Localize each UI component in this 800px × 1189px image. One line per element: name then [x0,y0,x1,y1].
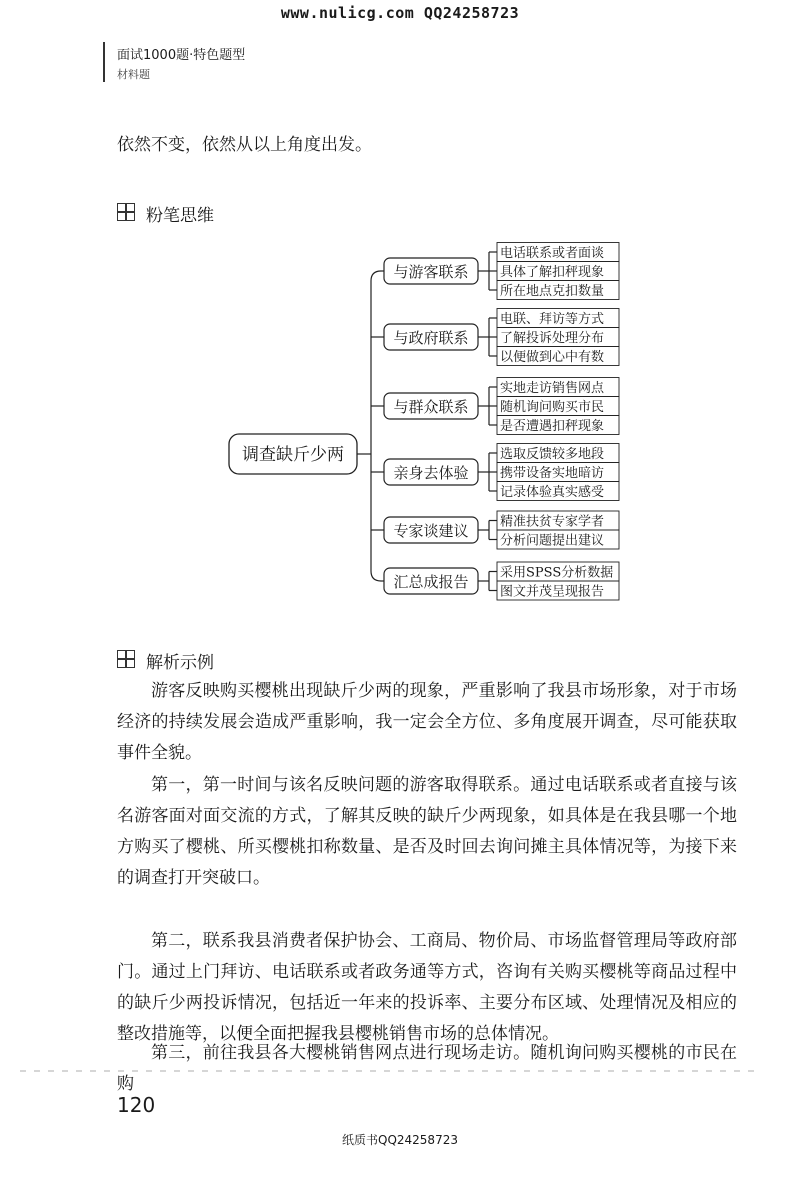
mind-map-leaf-label: 精准扶贫专家学者 [500,514,605,530]
book-title: 面试1000题·特色题型 [117,48,246,63]
book-subtitle: 材料题 [117,68,150,81]
mind-map-leaves [497,243,619,601]
analysis-section-title: 解析示例 [146,653,214,673]
mind-map-leaf-label: 是否遭遇扣秤现象 [500,419,605,434]
mind-map-leaf-label: 选取反馈较多地段 [500,447,605,462]
mind-map-branch-label: 专家谈建议 [393,522,469,540]
mind-map-branches [384,258,478,594]
analysis-paragraph-first: 第一，第一时间与该名反映问题的游客取得联系。通过电话联系或者直接与该名游客面对面交流的方式，了解其反映的缺斤少两现象，如具体是在我县哪一个地方购买了樱桃、所买樱桃扣称数量、是否及时回去询问摊主具体情况等，为接下来的调查打开突破口。 [117,775,737,888]
mind-map-leaf-label: 具体了解扣秤现象 [500,265,605,280]
mind-map-branch-label: 与政府联系 [393,329,469,347]
analysis-section-icon [117,650,135,668]
mind-map-leaf-label: 采用SPSS分析数据 [500,565,614,581]
mind-map-leaf-label: 随机询问购买市民 [500,400,605,415]
mind-map-branch-label: 与游客联系 [393,263,469,281]
carryover-text: 依然不变，依然从以上角度出发。 [117,135,372,155]
mind-map-leaf-label: 实地走访销售网点 [500,381,605,396]
scan-artifact-line [20,1070,760,1072]
mind-map-branch-label: 汇总成报告 [393,573,469,591]
mind-map-leaf-label: 了解投诉处理分布 [500,331,605,346]
mind-map-leaf-label: 以便做到心中有数 [500,350,605,365]
mind-map-leaf-label: 分析问题提出建议 [500,533,605,549]
footer-watermark: 纸质书QQ24258723 [342,1133,458,1147]
mind-map-root-label: 调查缺斤少两 [242,445,344,465]
mind-map-leaf-label: 电话联系或者面谈 [500,246,605,261]
connector-trunk [371,271,381,581]
mind-map-leaf-label: 携带设备实地暗访 [500,466,605,481]
mind-map-leaf-label: 图文并茂呈现报告 [500,584,605,600]
mind-map-root [229,434,357,474]
mind-map-branch-label: 亲身去体验 [393,464,469,482]
mind-map-leaf-label: 所在地点克扣数量 [500,284,605,299]
analysis-paragraph-third: 第三，前往我县各大樱桃销售网点进行现场走访。随机询问购买樱桃的市民在购 [117,1043,737,1094]
mind-map-branch-label: 与群众联系 [393,398,469,416]
analysis-paragraph-intro: 游客反映购买樱桃出现缺斤少两的现象，严重影响了我县市场形象，对于市场经济的持续发展会造成严重影响，我一定会全方位、多角度展开调查，尽可能获取事件全貌。 [117,681,737,763]
analysis-paragraph-second: 第二，联系我县消费者保护协会、工商局、物价局、市场监督管理局等政府部门。通过上门拜访、电话联系或者政务通等方式，咨询有关购买樱桃等商品过程中的缺斤少两投诉情况，包括近一年来的投诉率、主要分布区域、处理情况及相应的整改措施等，以便全面把握我县樱桃销售市场的总体情况。 [117,931,737,1044]
page-number: 120 [117,1093,156,1117]
mind-map-leaf-label: 记录体验真实感受 [500,485,605,500]
watermark-url: www.nulicg.com QQ24258723 [280,4,520,22]
mind-map-leaf-label: 电联、拜访等方式 [500,312,605,327]
mindmap-section-title: 粉笔思维 [146,206,214,226]
